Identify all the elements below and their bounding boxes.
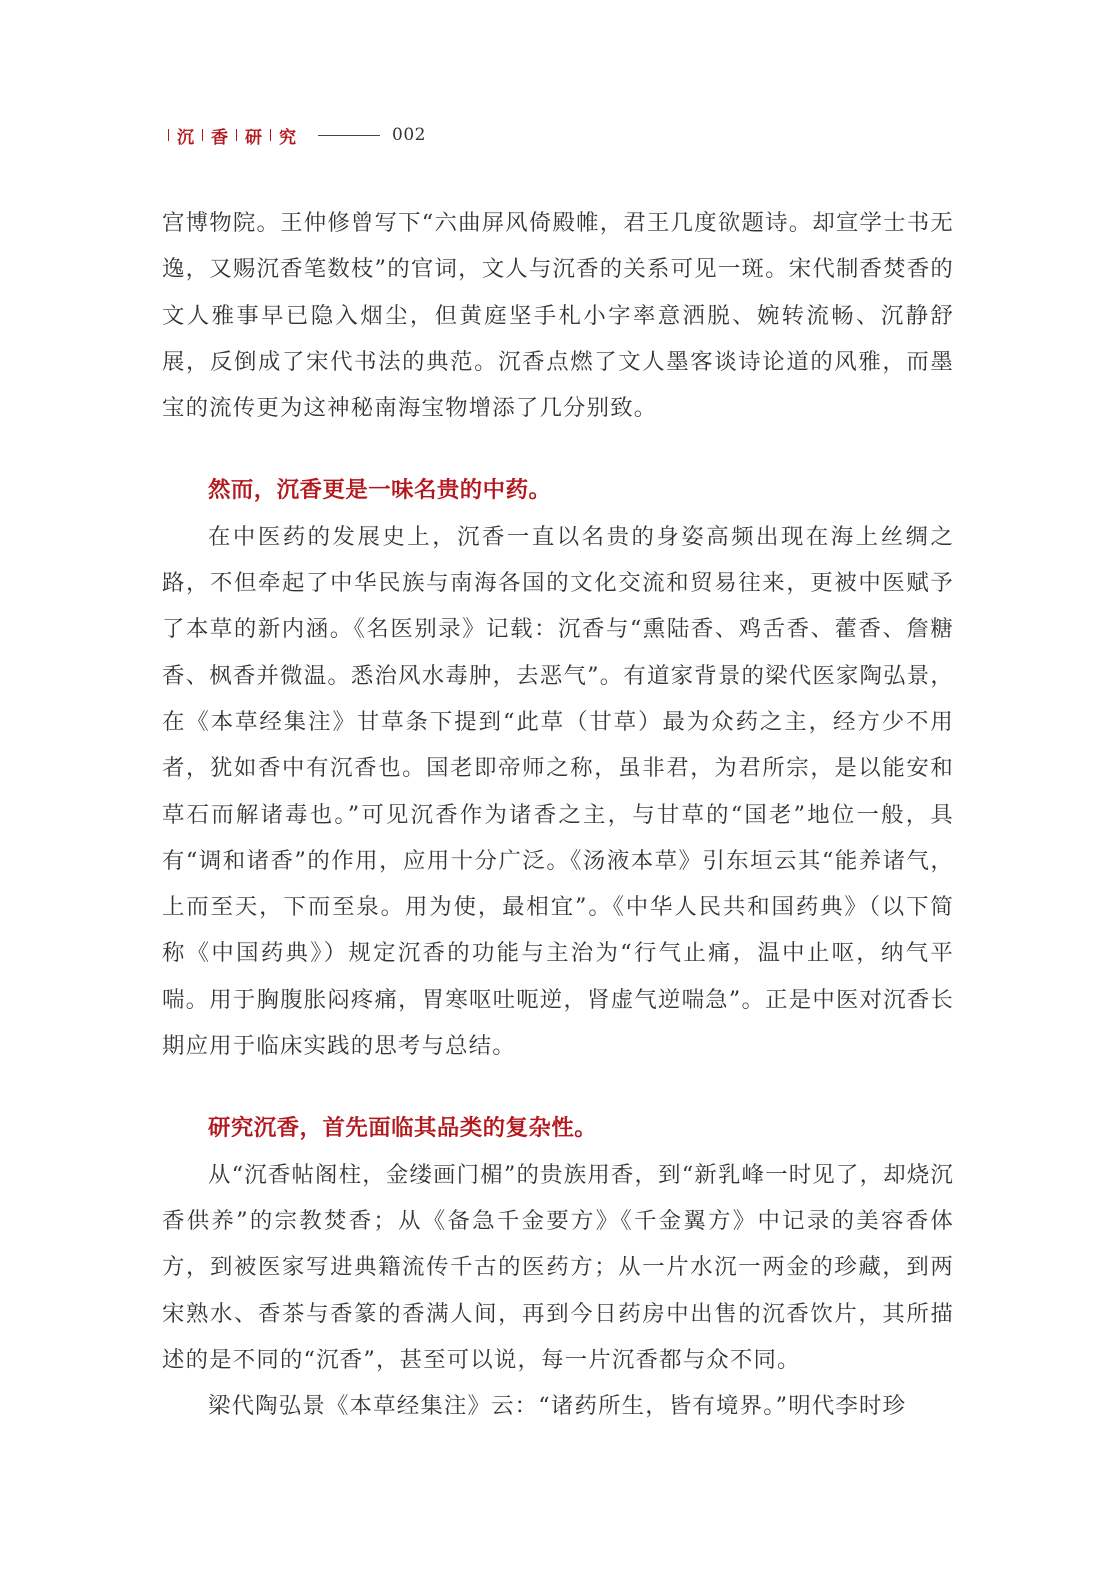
paragraph-continued: 宫博物院。王仲修曾写下“六曲屏风倚殿帷，君王几度欲题诗。却宣学士书无逸，又赐沉香笔数枝”的官词，文人与沉香的关系可见一斑。宋代制香焚香的文人雅事早已隐入烟尘，但黄庭坚手札小字率意洒脱、婉转流畅、沉静舒展，反倒成了宋代书法的典范。沉香点燃了文人墨客谈诗论道的风雅，而墨宝的流传更为这神秘南海宝物增添了几分别致。 — [162, 210, 954, 422]
title-char: 研 — [245, 127, 262, 148]
title-char: 香 — [211, 127, 228, 148]
title-separator — [202, 129, 203, 141]
section-heading: 然而，沉香更是一味名贵的中药。 — [208, 477, 552, 504]
title-separator — [270, 129, 271, 141]
section-heading: 研究沉香，首先面临其品类的复杂性。 — [208, 1115, 598, 1142]
title-char: 沉 — [177, 127, 194, 148]
running-header — [160, 120, 426, 150]
paragraph: 从“沉香帖阁柱，金缕画门楣”的贵族用香，到“新乳峰一时见了，却烧沉香供养”的宗教焚香；从《备急千金要方》《千金翼方》中记录的美容香体方，到被医家写进典籍流传千古的医药方；从一片水沉一两金的珍藏，到两宋熟水、香茶与香篆的香满人间，再到今日药房中出售的沉香饮片，其所描述的是不同的“沉香”，甚至可以说，每一片沉香都与众不同。 — [162, 1161, 954, 1373]
page-body — [162, 200, 954, 1429]
title-char: 究 — [279, 127, 296, 148]
title-separator — [236, 129, 237, 141]
header-rule — [318, 135, 380, 136]
page-number: 002 — [392, 125, 426, 145]
paragraph: 在中医药的发展史上，沉香一直以名贵的身姿高频出现在海上丝绸之路，不但牵起了中华民族与南海各国的文化交流和贸易往来，更被中医赋予了本草的新内涵。《名医别录》记载：沉香与“熏陆香、鸡舌香、藿香、詹糖香、枫香并微温。悉治风水毒肿，去恶气”。有道家背景的梁代医家陶弘景，在《本草经集注》甘草条下提到“此草（甘草）最为众药之主，经方少不用者，犹如香中有沉香也。国老即帝师之称，虽非君，为君所宗，是以能安和草石而解诸毒也。”可见沉香作为诸香之主，与甘草的“国老”地位一般，具有“调和诸香”的作用，应用十分广泛。《汤液本草》引东垣云其“能养诸气，上而至天，下而至泉。用为使，最相宜”。《中华人民共和国药典》（以下简称《中国药典》）规定沉香的功能与主治为“行气止痛，温中止呕，纳气平喘。用于胸腹胀闷疼痛，胃寒呕吐呃逆，肾虚气逆喘急”。正是中医对沉香长期应用于临床实践的思考与总结。 — [162, 523, 954, 1060]
paragraph: 梁代陶弘景《本草经集注》云：“诸药所生，皆有境界。”明代李时珍 — [208, 1393, 907, 1420]
book-title — [160, 123, 296, 148]
title-separator — [168, 129, 169, 141]
